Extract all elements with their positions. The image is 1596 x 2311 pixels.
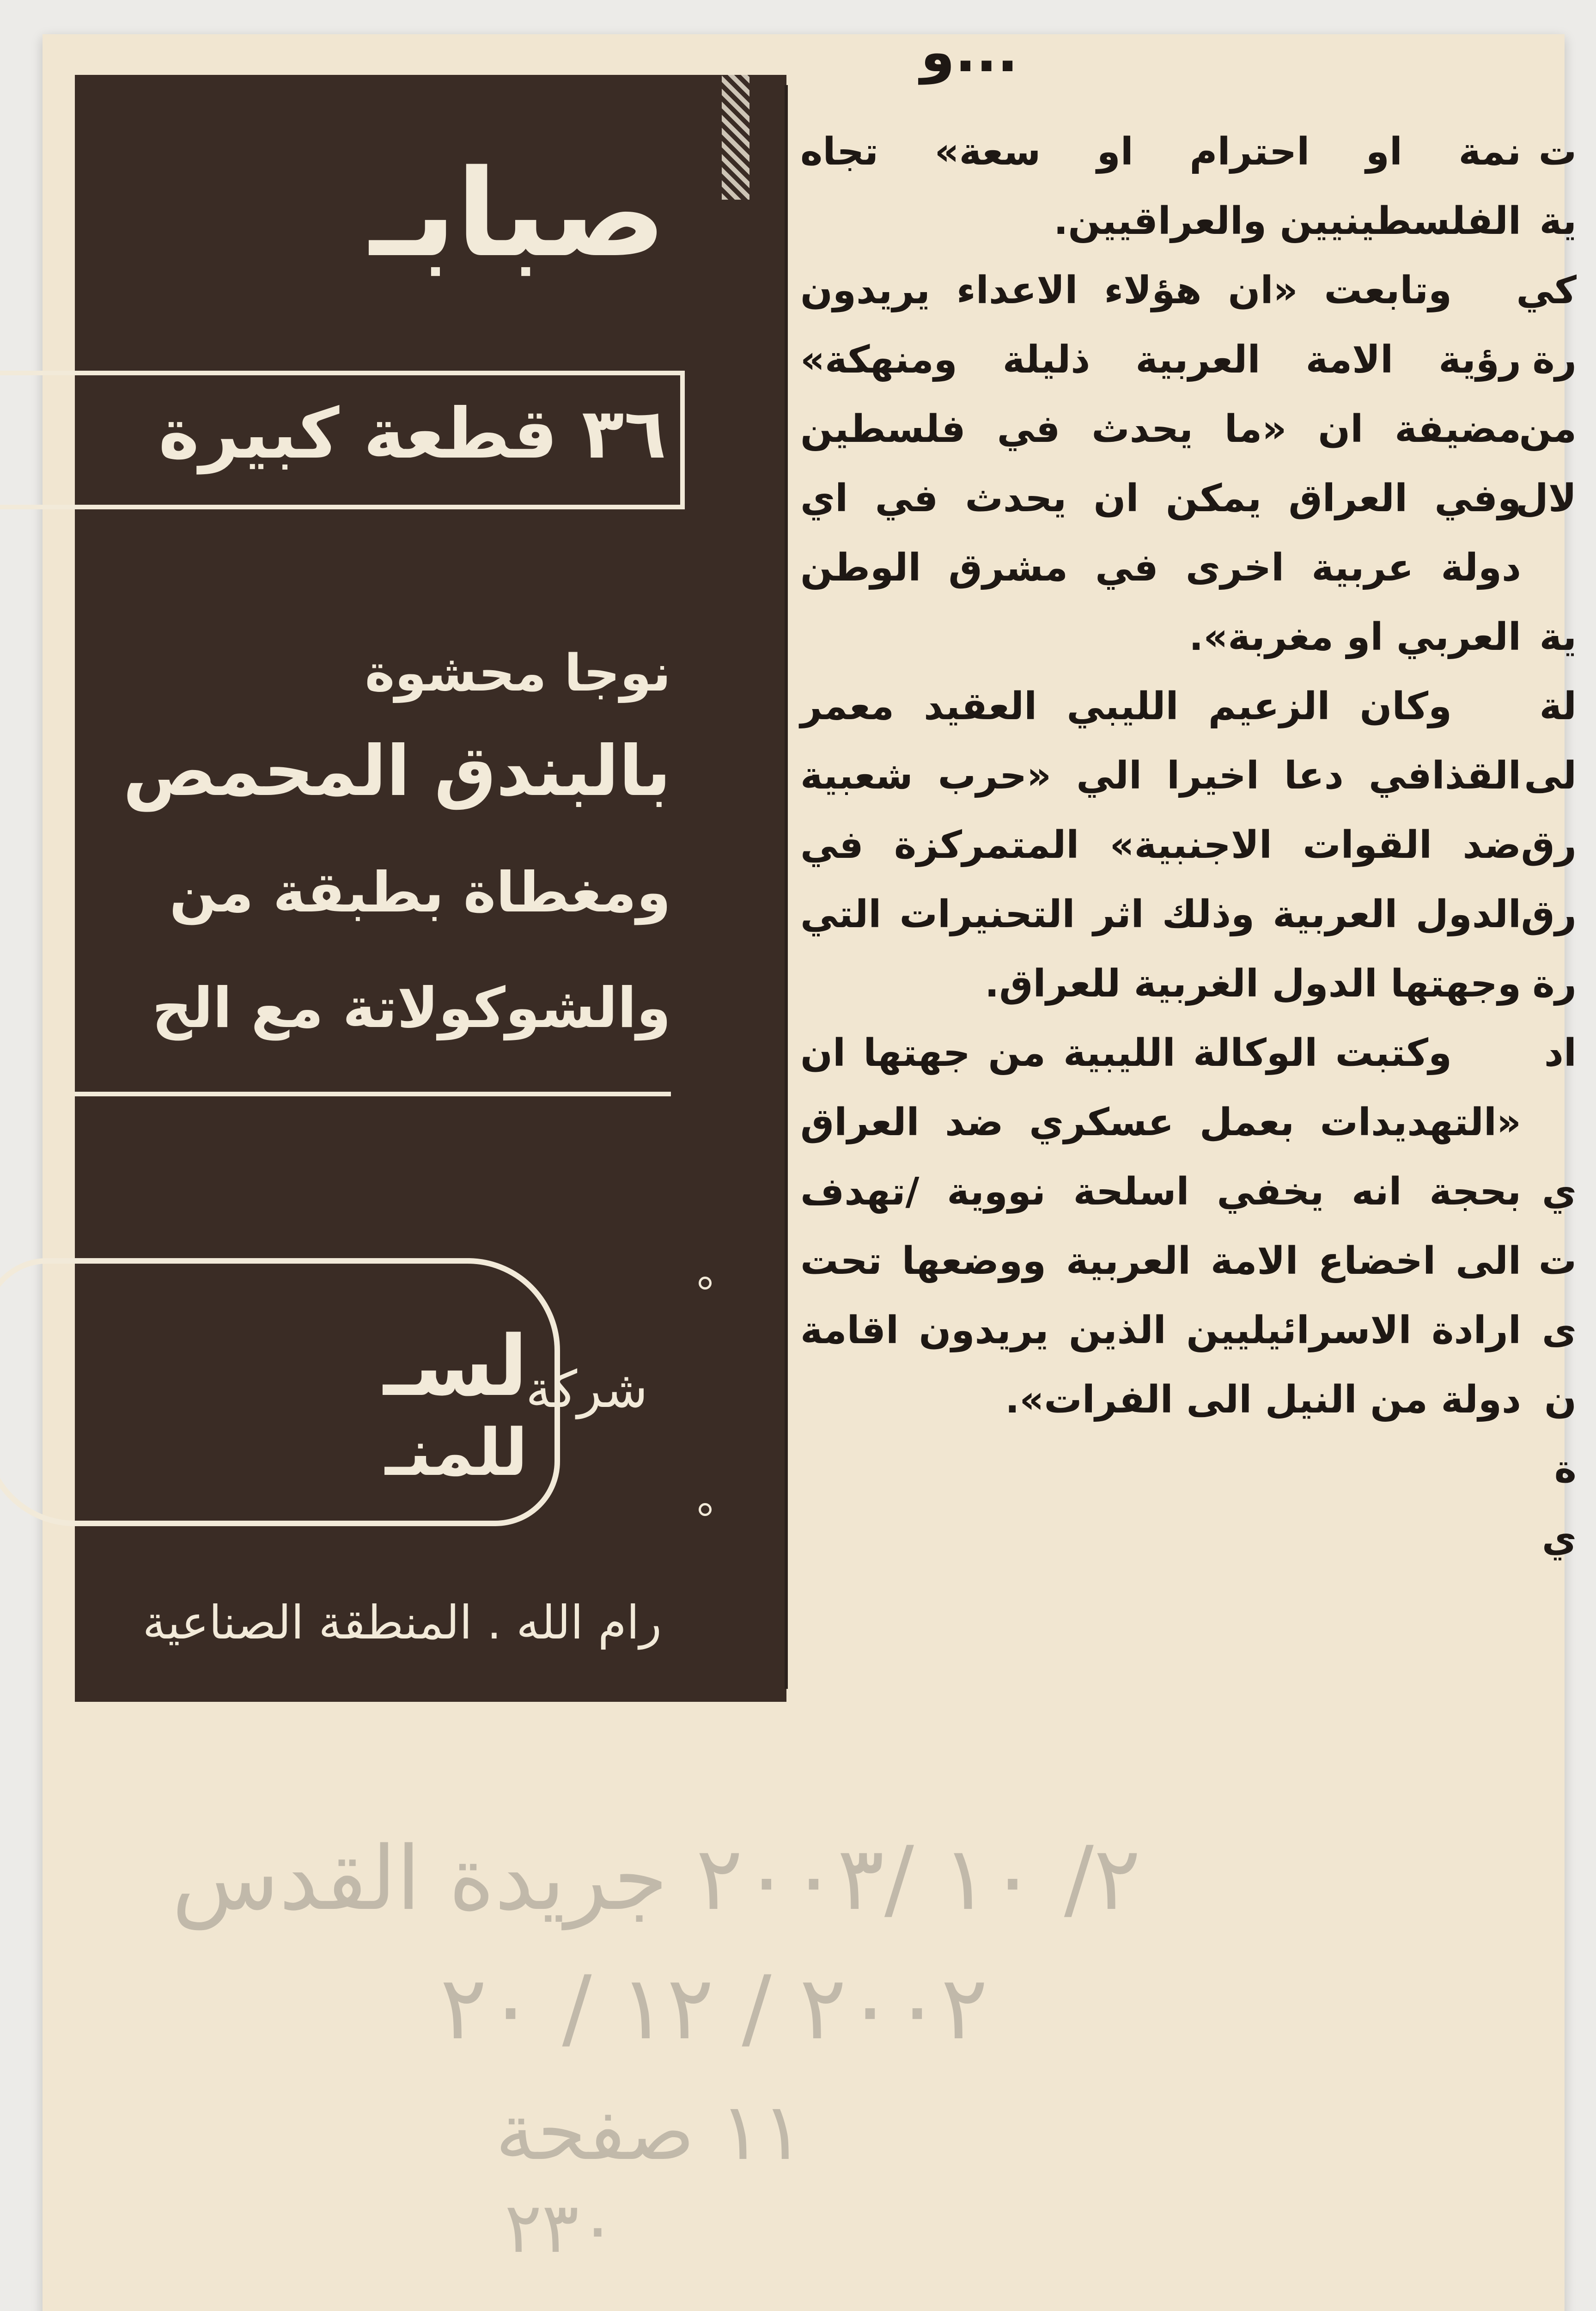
column-divider	[785, 85, 788, 1689]
article-paragraph: نمة او احترام او سعة» تجاه الفلسطينيين والعراقيين.	[800, 130, 1521, 243]
edge-fragment: اد	[1544, 1031, 1577, 1075]
ad-pieces-box	[0, 371, 685, 509]
pencil-note-page: ١١ صفحة	[495, 2086, 804, 2178]
neighbour-column-fragment	[1515, 117, 1577, 1573]
ad-dot-ornament	[699, 1503, 712, 1516]
ad-brand-name: صبابـ	[370, 144, 666, 284]
edge-fragment: رة	[1532, 338, 1577, 382]
ad-dot-ornament	[699, 1277, 712, 1290]
edge-fragment: من	[1519, 407, 1577, 451]
edge-fragment: رة	[1532, 962, 1577, 1006]
advertisement	[75, 75, 786, 1702]
ad-line-1: نوجا محشوة	[365, 643, 671, 703]
checkered-border	[722, 75, 749, 200]
edge-fragment: ية	[1539, 615, 1577, 659]
ad-divider-rule	[75, 1092, 671, 1096]
ad-line-3: ومغطاة بطبقة من	[169, 861, 671, 925]
edge-fragment: ت	[1538, 130, 1577, 174]
edge-fragment	[1530, 533, 1577, 603]
edge-fragment: ي	[1541, 1170, 1577, 1214]
ad-company-word: شركة	[525, 1360, 648, 1419]
pencil-note-code: ٢٣٠	[505, 2188, 616, 2268]
newspaper-clipping	[43, 20, 1577, 2311]
ad-line-2: بالبندق المحمص	[122, 731, 671, 812]
edge-fragment: ت	[1538, 1239, 1577, 1283]
edge-fragment: رق	[1521, 823, 1577, 867]
edge-fragment: كي	[1516, 269, 1577, 312]
edge-fragment: لال	[1515, 477, 1577, 520]
edge-fragment: لى	[1524, 754, 1577, 798]
edge-fragment: رق	[1521, 893, 1577, 936]
edge-fragment: ن	[1544, 1378, 1577, 1422]
edge-fragment: ة	[1554, 1447, 1577, 1491]
article-paragraph: وكان الزعيم الليبي العقيد معمر القذافي دعا اخيرا الي «حرب شعبية ضد القوات الاجنبية» المتمركزة في الدول العربية وذلك اثر التحنيرات التي وجهتها الدول الغربية للعراق.	[800, 685, 1521, 1006]
article-paragraph: وكتبت الوكالة الليبية من جهتها ان «التهديدات بعمل عسكري ضد العراق بحجة انه يخفي اسلحة نووية /تهدف الى اخضاع الامة العربية ووضعها تحت ارادة الاسرائيليين الذين يريدون اقامة دولة من النيل الى الفرات».	[800, 1031, 1521, 1422]
edge-fragment: ي	[1541, 1516, 1577, 1560]
article-paragraph: وتابعت «ان هؤلاء الاعداء يريدون رؤية الامة العربية ذليلة ومنهكة» مضيفة ان «ما يحدث في فلسطين وفي العراق يمكن ان يحدث في اي دولة عربية اخرى في مشرق الوطن العربي او مغربة».	[800, 269, 1521, 659]
ad-pieces-text: ٣٦ قطعة كبيرة	[158, 394, 666, 474]
ad-line-4: والشوكولاتة مع الح	[152, 976, 671, 1040]
edge-fragment	[1530, 1088, 1577, 1157]
headline-fragment: ...و	[920, 20, 1018, 85]
ad-company-subtitle: للمنـ	[385, 1415, 528, 1491]
ad-company-name: لسـ	[383, 1318, 528, 1415]
ad-address: رام الله . المنطقة الصناعية	[142, 1596, 662, 1650]
edge-fragment: ى	[1541, 1308, 1577, 1352]
edge-fragment: لة	[1539, 685, 1577, 728]
article-body	[800, 117, 1521, 1435]
pencil-note-date: ٢/ ١٠ /٢٠٠٣ جريدة القدس	[172, 1828, 1141, 1930]
edge-fragment: ية	[1539, 199, 1577, 243]
pencil-note-number: ٢٠٠٢ / ١٢ / ٢٠	[440, 1957, 988, 2059]
